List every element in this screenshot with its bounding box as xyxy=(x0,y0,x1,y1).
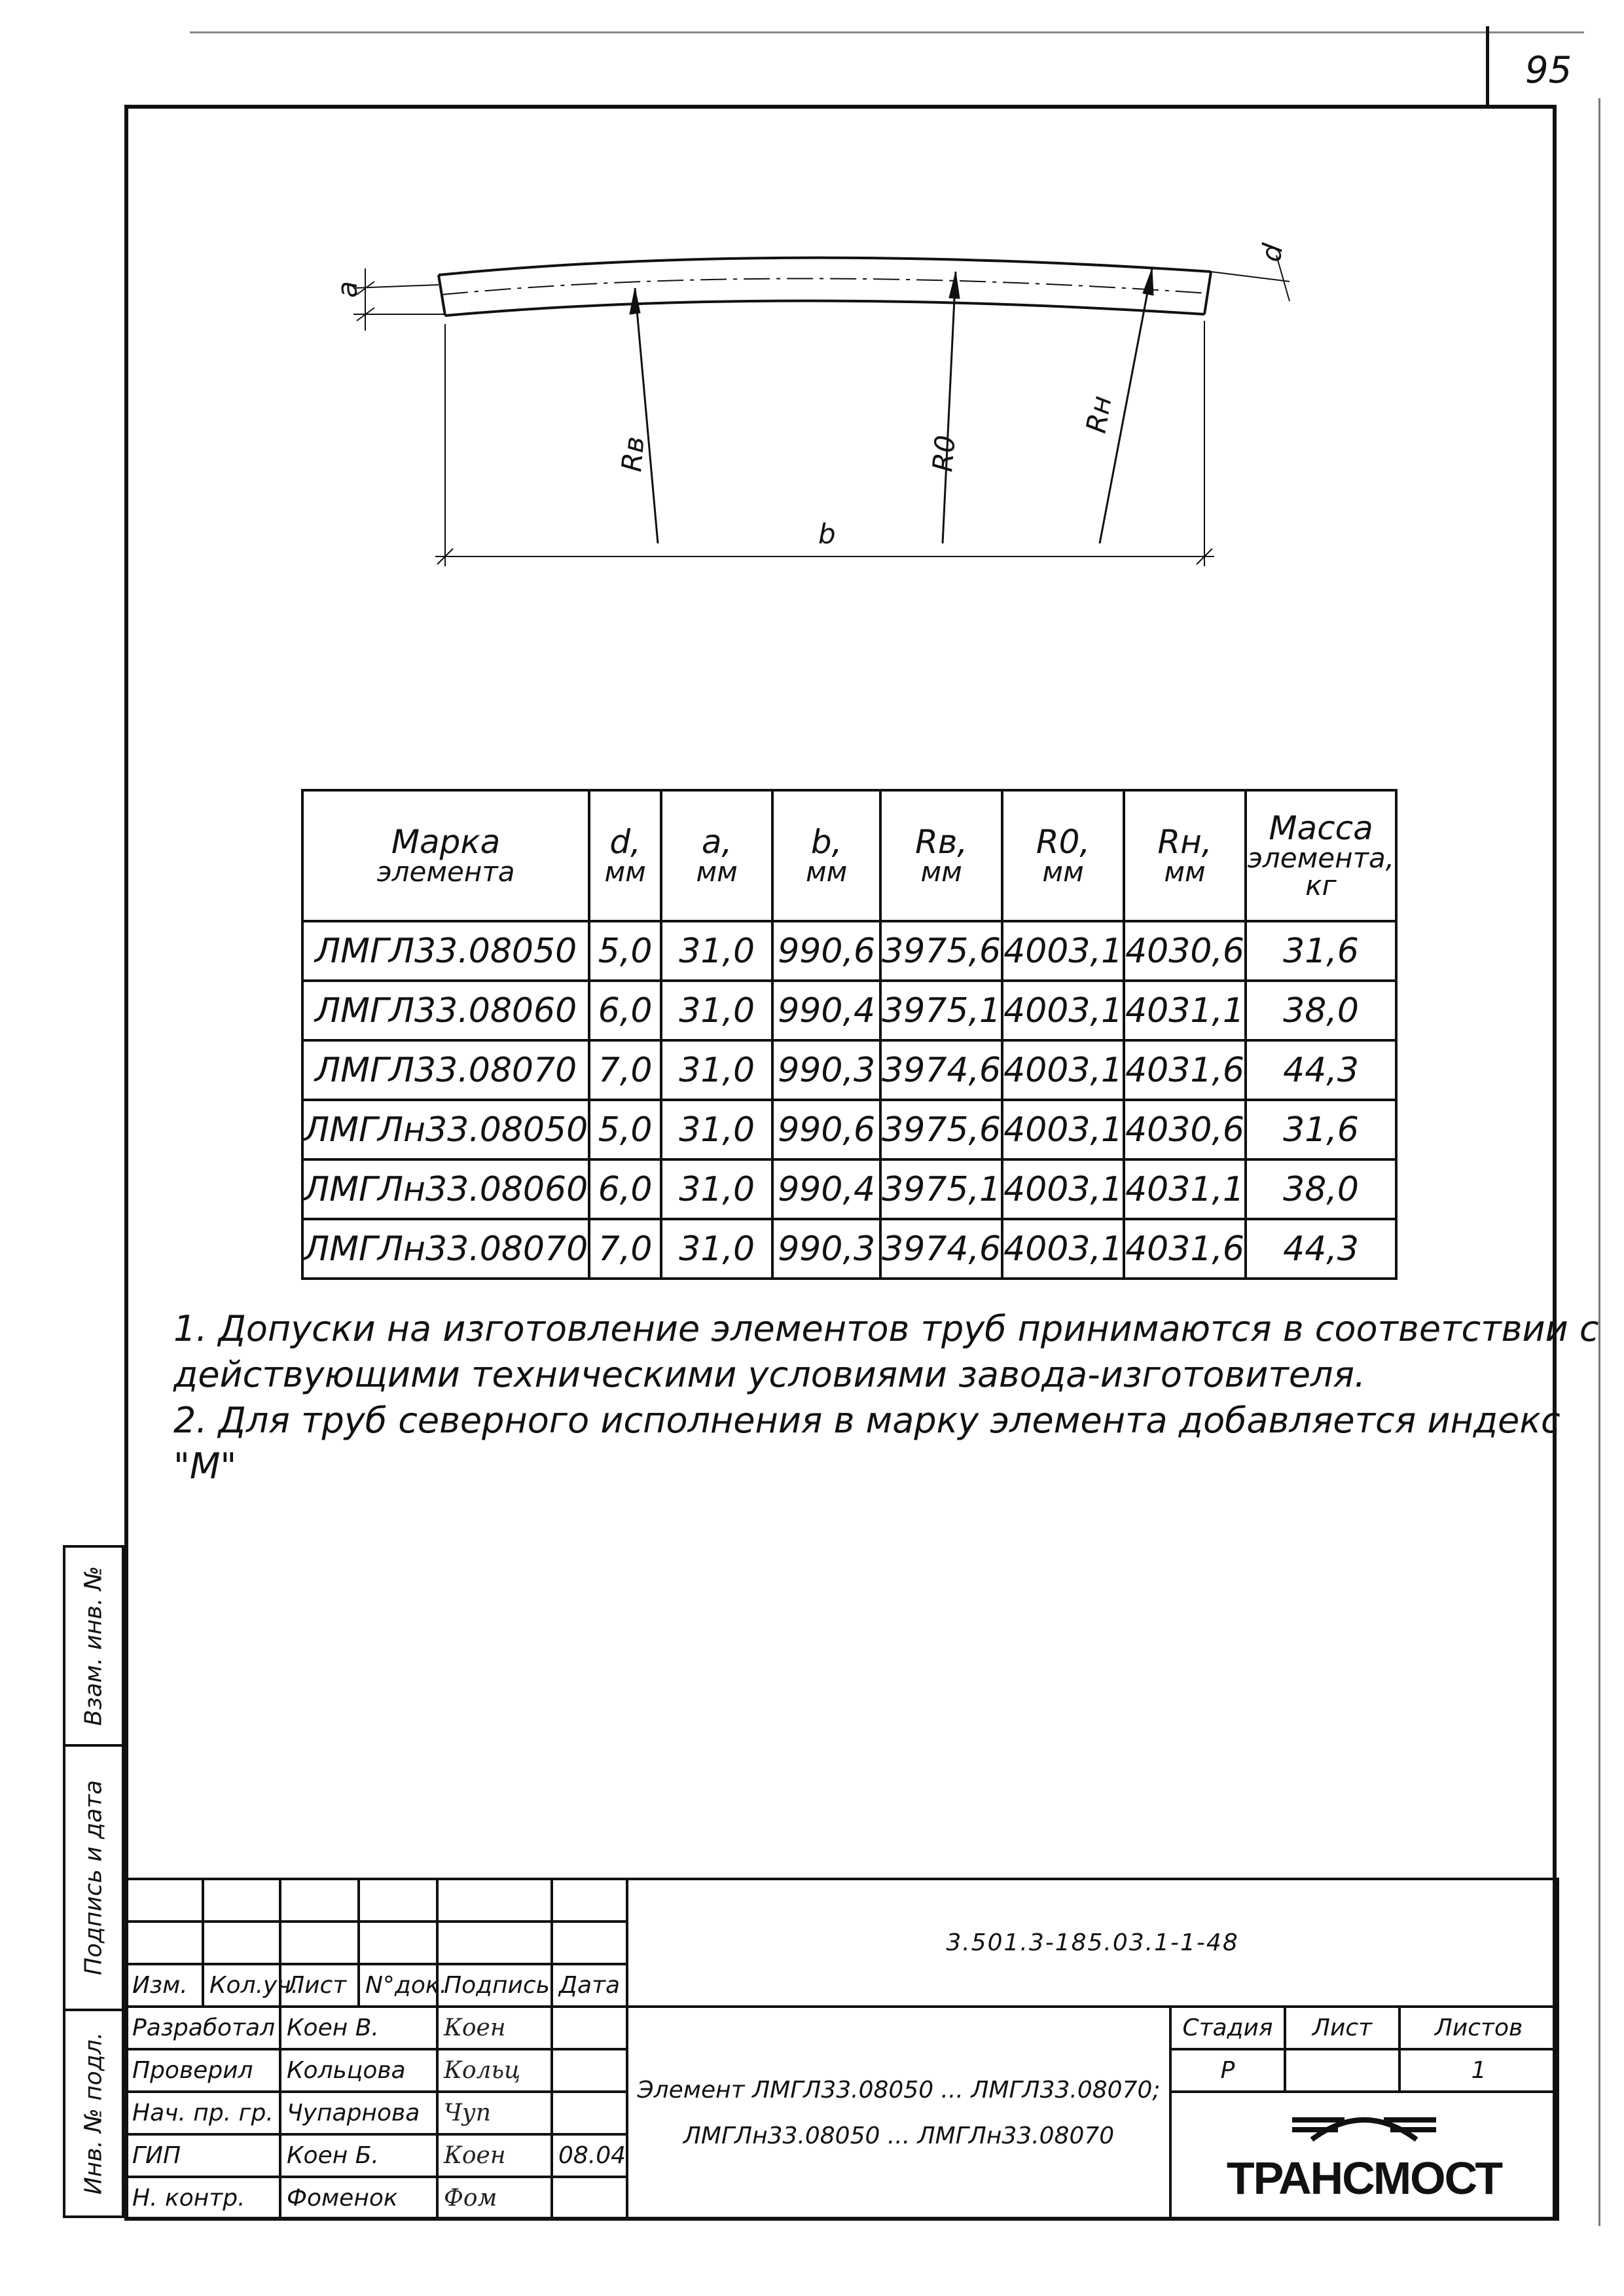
cell-r0: 4003,1 xyxy=(1002,1100,1124,1159)
sheet-value xyxy=(1285,2049,1399,2092)
cell-a: 31,0 xyxy=(661,921,772,981)
doc-code: 3.501.3-185.03.1-1-48 xyxy=(627,1879,1558,2007)
note-1-line-1: 1. Допуски на изготовление элементов труб принимаются в соответствии с xyxy=(173,1308,1599,1349)
stage-value: Р xyxy=(1170,2049,1285,2092)
cell-rv: 3975,6 xyxy=(880,1100,1002,1159)
cell-rn: 4030,6 xyxy=(1124,1100,1246,1159)
cell-b: 990,6 xyxy=(772,1100,880,1159)
cell-b: 990,3 xyxy=(772,1219,880,1279)
role-date xyxy=(552,2049,627,2092)
cell-mass: 44,3 xyxy=(1246,1219,1396,1279)
role-date xyxy=(552,2177,627,2219)
cell-a: 31,0 xyxy=(661,1100,772,1159)
header-rv: Rв, мм xyxy=(880,790,1002,921)
header-mark: Марка элемента xyxy=(302,790,589,921)
cell-mark: ЛМГЛн33.08060 xyxy=(302,1159,589,1219)
side-stamp xyxy=(63,1545,124,2226)
cell-d: 5,0 xyxy=(589,921,661,981)
cell-r0: 4003,1 xyxy=(1002,1040,1124,1100)
right-edge-rule xyxy=(1598,98,1600,2226)
role-date: 08.04 xyxy=(552,2134,627,2177)
cell-b: 990,3 xyxy=(772,1040,880,1100)
note-1-line-2: действующими техническими условиями завода-изготовителя. xyxy=(173,1354,1366,1395)
side-sign-date: Подпись и дата xyxy=(64,1745,123,2010)
role-date xyxy=(552,2092,627,2134)
outer-arc xyxy=(439,258,1211,275)
cell-d: 7,0 xyxy=(589,1040,661,1100)
cell-a: 31,0 xyxy=(661,1219,772,1279)
logo-arch-icon xyxy=(1286,2107,1443,2146)
cell-r0: 4003,1 xyxy=(1002,1159,1124,1219)
sheet-label: Лист xyxy=(1285,2007,1399,2049)
sheet-number: 95 xyxy=(1525,49,1572,92)
role-label: Нач. пр. гр. xyxy=(126,2092,280,2134)
cell-mark: ЛМГЛн33.08050 xyxy=(302,1100,589,1159)
dim-b-label: b xyxy=(818,518,836,550)
col-ndok: N°док. xyxy=(359,1964,437,2007)
cell-d: 7,0 xyxy=(589,1219,661,1279)
header-mass: Масса элемента, кг xyxy=(1246,790,1396,921)
role-date xyxy=(552,2007,627,2049)
role-name: Коен Б. xyxy=(280,2134,437,2177)
top-rule xyxy=(190,31,1584,33)
header-b: b, мм xyxy=(772,790,880,921)
cell-rv: 3975,6 xyxy=(880,921,1002,981)
axis-line xyxy=(442,278,1208,295)
sheets-value: 1 xyxy=(1399,2049,1558,2092)
signature: Чуп xyxy=(437,2092,552,2134)
cell-rn: 4031,6 xyxy=(1124,1219,1246,1279)
company-logo: ТРАНСМОСТ xyxy=(1170,2092,1558,2219)
header-r0: R0, мм xyxy=(1002,790,1124,921)
role-name: Фоменок xyxy=(280,2177,437,2219)
signature: Коен xyxy=(437,2134,552,2177)
cell-mark: ЛМГЛ33.08050 xyxy=(302,921,589,981)
cell-b: 990,6 xyxy=(772,921,880,981)
side-inv-orig: Инв. № подл. xyxy=(64,2010,123,2217)
title-block xyxy=(124,1878,1557,2221)
cell-mass: 31,6 xyxy=(1246,1100,1396,1159)
dim-a-label: a xyxy=(331,281,363,298)
radius-mid-label: R0 xyxy=(926,433,962,473)
col-koluch: Кол.уч. xyxy=(203,1964,280,2007)
cell-d: 5,0 xyxy=(589,1100,661,1159)
header-d: d, мм xyxy=(589,790,661,921)
cell-rn: 4030,6 xyxy=(1124,921,1246,981)
table-row xyxy=(302,1100,1396,1159)
stage-label: Стадия xyxy=(1170,2007,1285,2049)
cell-r0: 4003,1 xyxy=(1002,1219,1124,1279)
cell-d: 6,0 xyxy=(589,981,661,1040)
signature: Коен xyxy=(437,2007,552,2049)
role-name: Кольцова xyxy=(280,2049,437,2092)
cell-mass: 38,0 xyxy=(1246,981,1396,1040)
table-row xyxy=(302,981,1396,1040)
cell-mark: ЛМГЛ33.08070 xyxy=(302,1040,589,1100)
header-a: a, мм xyxy=(661,790,772,921)
cell-rv: 3974,6 xyxy=(880,1040,1002,1100)
cell-a: 31,0 xyxy=(661,981,772,1040)
element-title: Элемент ЛМГЛ33.08050 ... ЛМГЛ33.08070; ЛМГЛн33.08050 ... ЛМГЛн33.08070 xyxy=(627,2007,1170,2219)
role-label: Н. контр. xyxy=(126,2177,280,2219)
cell-a: 31,0 xyxy=(661,1040,772,1100)
cell-rv: 3974,6 xyxy=(880,1219,1002,1279)
role-label: Разработал xyxy=(126,2007,280,2049)
dim-d-label: d xyxy=(1254,241,1290,264)
signature: Фом xyxy=(437,2177,552,2219)
radius-inner-label: Rв xyxy=(615,435,651,473)
cell-rn: 4031,1 xyxy=(1124,981,1246,1040)
table-row xyxy=(302,1040,1396,1100)
cell-rn: 4031,1 xyxy=(1124,1159,1246,1219)
inner-arc xyxy=(445,301,1204,316)
radius-outer-label: Rн xyxy=(1079,393,1118,436)
cell-mark: ЛМГЛн33.08070 xyxy=(302,1219,589,1279)
col-podpis: Подпись xyxy=(437,1964,552,2007)
role-name: Чупарнова xyxy=(280,2092,437,2134)
cell-rn: 4031,6 xyxy=(1124,1040,1246,1100)
side-inv-replace: Взам. инв. № xyxy=(64,1546,123,1745)
cell-r0: 4003,1 xyxy=(1002,921,1124,981)
role-label: Проверил xyxy=(126,2049,280,2092)
sheets-label: Листов xyxy=(1399,2007,1558,2049)
table-row xyxy=(302,921,1396,981)
cell-mass: 38,0 xyxy=(1246,1159,1396,1219)
header-rn: Rн, мм xyxy=(1124,790,1246,921)
cell-b: 990,4 xyxy=(772,981,880,1040)
table-header-row xyxy=(302,790,1396,921)
element-drawing xyxy=(314,216,1335,609)
cell-rv: 3975,1 xyxy=(880,1159,1002,1219)
cell-d: 6,0 xyxy=(589,1159,661,1219)
cell-r0: 4003,1 xyxy=(1002,981,1124,1040)
cell-a: 31,0 xyxy=(661,1159,772,1219)
signature: Кольц xyxy=(437,2049,552,2092)
table-row xyxy=(302,1219,1396,1279)
col-list: Лист xyxy=(280,1964,359,2007)
cell-rv: 3975,1 xyxy=(880,981,1002,1040)
col-data: Дата xyxy=(552,1964,627,2007)
role-label: ГИП xyxy=(126,2134,280,2177)
cell-b: 990,4 xyxy=(772,1159,880,1219)
role-name: Коен В. xyxy=(280,2007,437,2049)
table-row xyxy=(302,1159,1396,1219)
cell-mass: 44,3 xyxy=(1246,1040,1396,1100)
spec-table xyxy=(301,789,1398,1280)
note-2: 2. Для труб северного исполнения в марку элемента добавляется индекс "М" xyxy=(173,1400,1561,1487)
cell-mass: 31,6 xyxy=(1246,921,1396,981)
col-izm: Изм. xyxy=(126,1964,203,2007)
cell-mark: ЛМГЛ33.08060 xyxy=(302,981,589,1040)
